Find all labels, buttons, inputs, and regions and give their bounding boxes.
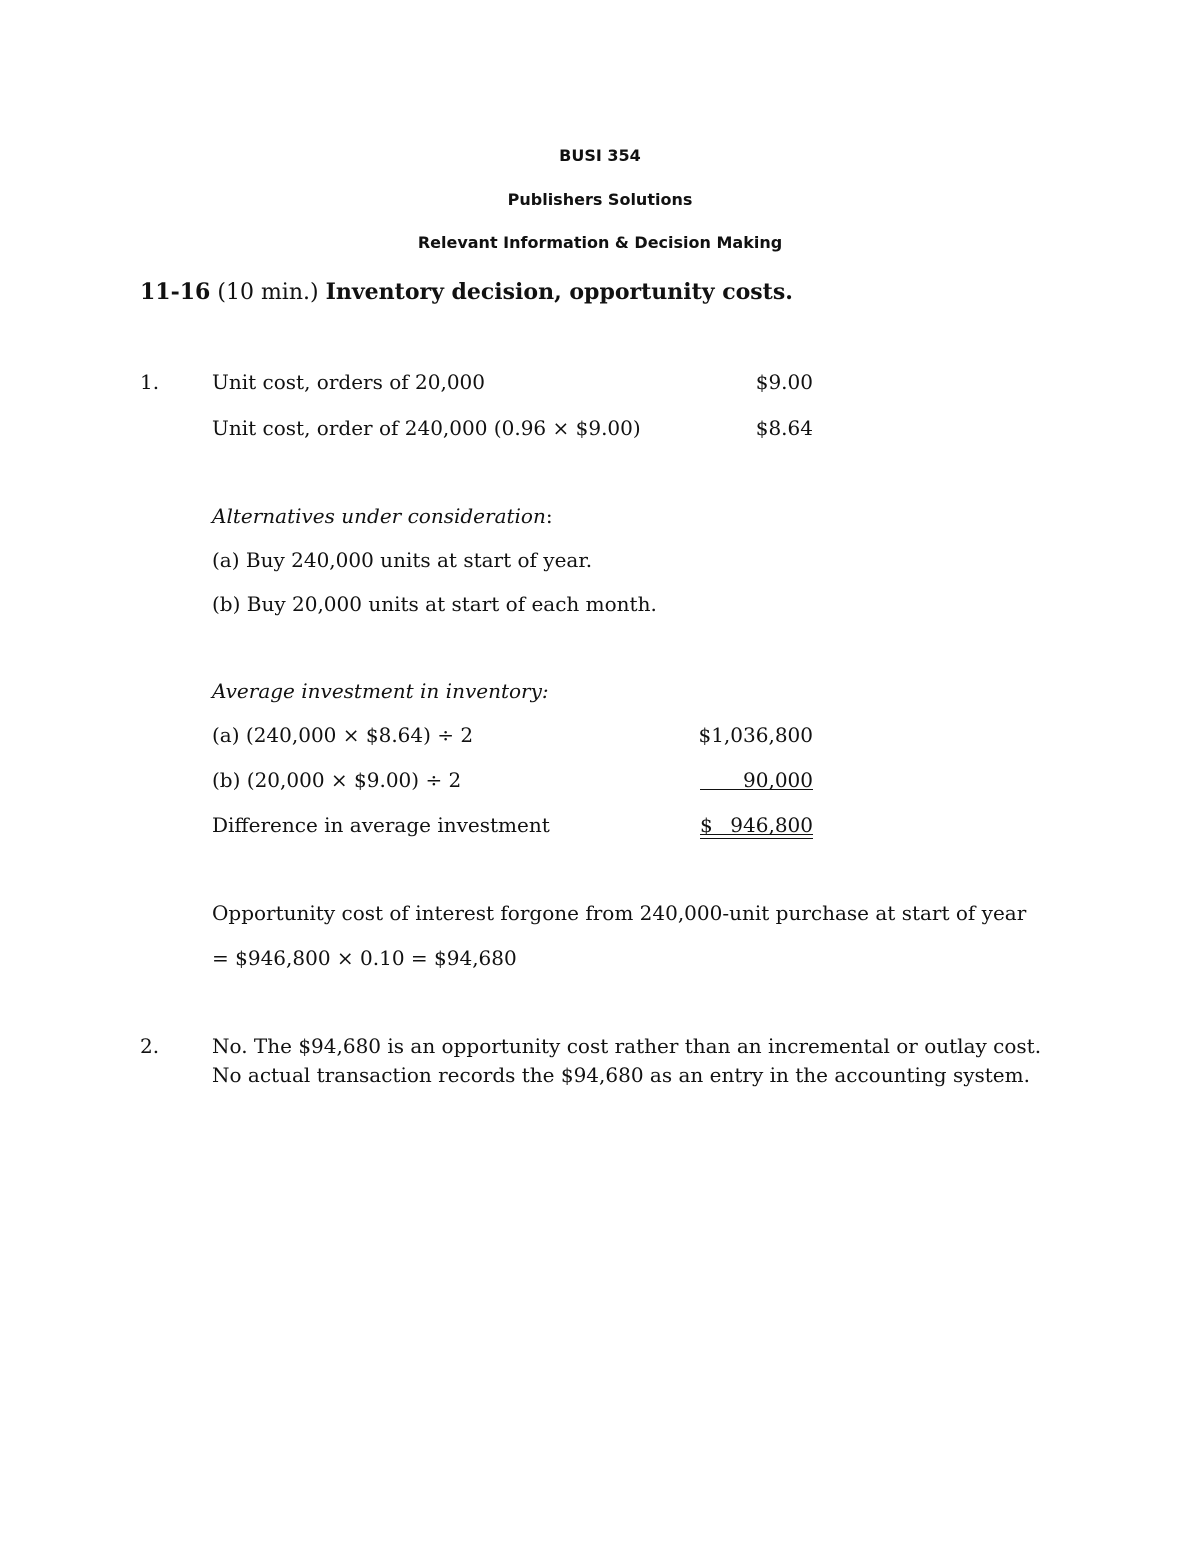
problem-number: 11-16 (140, 279, 211, 305)
part-2-line-1: No. The $94,680 is an opportunity cost rather than an incremental or outlay cost. (212, 1034, 1042, 1058)
alternative-b: (b) Buy 20,000 units at start of each month. (212, 592, 657, 616)
alternative-a: (a) Buy 240,000 units at start of year. (212, 548, 593, 572)
part-2-line-2: No actual transaction records the $94,680 as an entry in the accounting system. (212, 1063, 1030, 1087)
alternatives-heading: Alternatives under consideration (212, 504, 546, 528)
single-underline (700, 789, 813, 790)
topic-heading: Relevant Information & Decision Making (417, 233, 783, 252)
alternatives-heading-line (212, 504, 553, 528)
difference-dollar-sign: $ (700, 813, 713, 837)
difference-amount: 946,800 (730, 813, 813, 837)
difference-amount-cell (700, 813, 813, 843)
avg-investment-heading: Average investment in inventory: (212, 679, 549, 703)
unit-cost-row-1-amount: $9.00 (755, 370, 813, 394)
avg-row-b-amount-cell (700, 768, 813, 792)
unit-cost-row-2-desc: Unit cost, order of 240,000 (0.96 × $9.00) (212, 416, 641, 440)
avg-row-a-amount: $1,036,800 (698, 723, 813, 747)
problem-title-line (140, 279, 793, 305)
part-1-label: 1. (140, 370, 160, 394)
unit-cost-row-2-amount: $8.64 (755, 416, 813, 440)
double-underline-top (700, 834, 813, 835)
part-2-label: 2. (140, 1034, 160, 1058)
avg-row-b-desc: (b) (20,000 × $9.00) ÷ 2 (212, 768, 462, 792)
difference-desc: Difference in average investment (212, 813, 550, 837)
double-underline-bottom (700, 838, 813, 839)
avg-row-b-amount: 90,000 (743, 768, 813, 792)
unit-cost-row-1-desc: Unit cost, orders of 20,000 (212, 370, 485, 394)
problem-time: (10 min.) (217, 280, 319, 305)
problem-title: Inventory decision, opportunity costs. (325, 279, 793, 305)
document-subtitle: Publishers Solutions (507, 190, 693, 209)
opportunity-cost-line-2: = $946,800 × 0.10 = $94,680 (212, 946, 517, 970)
alternatives-heading-colon: : (545, 504, 553, 528)
avg-row-a-desc: (a) (240,000 × $8.64) ÷ 2 (212, 723, 474, 747)
course-code: BUSI 354 (559, 146, 641, 165)
opportunity-cost-line-1: Opportunity cost of interest forgone from 240,000-unit purchase at start of year (212, 901, 1027, 925)
